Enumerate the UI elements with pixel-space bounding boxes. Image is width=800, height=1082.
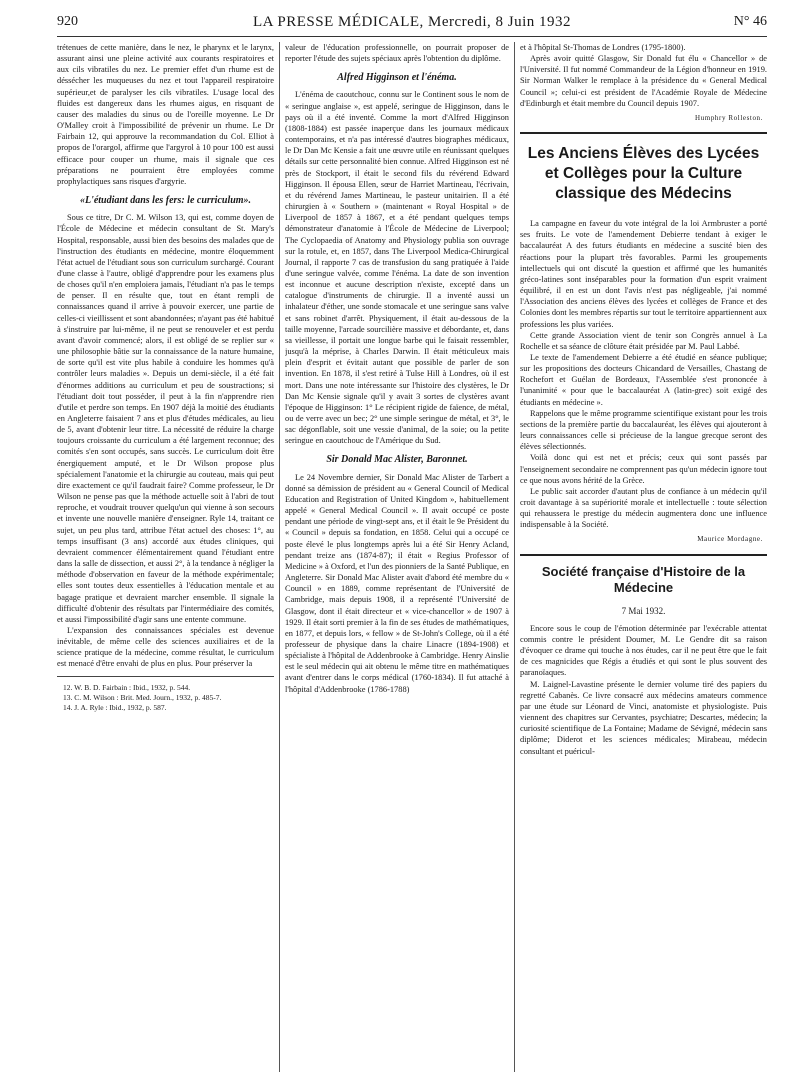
paragraph: valeur de l'éducation professionnelle, on pourrait proposer de reporter l'étude des sujets spéciaux après l'obtention du diplôme.	[285, 43, 509, 64]
paragraph: Voilà donc qui est net et précis; ceux qui sont passés par l'enseignement secondaire ne comprennent pas qu'un médecin ignore tout ce que nous avons hérité de la Grèce.	[520, 453, 767, 485]
paragraph: et à l'hôpital St-Thomas de Londres (1795-1800).	[520, 43, 686, 52]
section-divider	[520, 554, 767, 556]
page-number: 920	[57, 14, 78, 29]
paragraph: Le texte de l'amendement Debierre a été étudié en séance publique; sur les propositions des docteurs Chicandard de Versailles, Chastang de Rochefort et Guélan de Bordeaux, l'Assemblée s'est prononcée à l'unanimité « pour que le baccalauréat A (latin-grec) soit exigé des étudiants en médecine ».	[520, 352, 767, 407]
footnote-divider	[57, 676, 274, 677]
column-2	[285, 42, 509, 1072]
paragraph: L'expansion des connaissances spéciales est devenue inévitable, de même celle des sciences auxiliaires et de la science pratique de la médecine, comme résultat, le curriculum est menacé d'être envahi de plus en plus. Pour préserver la	[57, 625, 274, 669]
paragraph: Cette grande Association vient de tenir son Congrès annuel à La Rochelle et sa séance de clôture était présidée par M. Paul Labbé.	[520, 330, 767, 351]
paragraph: M. Laignel-Lavastine présente le dernier volume tiré des papiers du regretté Cabanès. Ce livre consacré aux médecins amateurs commence par une étude sur Léonard de Vinci, anatomiste et physiologiste. Puis viennent des chapitres sur Cervantes, psychiatre; Descartes, médecin; la curiosité scientifique de La Fontaine; Madame de Sévigné, médecin sans diplôme; Diderot et les sciences médicales; Mirabeau, médecin consultant et puéricul-	[520, 679, 767, 756]
article-heading: Les Anciens Élèves des Lycées et Collèges pour la Culture classique des Médecins	[527, 145, 760, 203]
section-subtitle: «L'étudiant dans les fers: le curriculum».	[79, 195, 252, 207]
author-signature: Maurice Mordagne.	[697, 535, 763, 544]
footnote: 12. W. B. D. Fairbain : Ibid., 1932, p. 544.	[63, 682, 191, 692]
column-divider	[514, 42, 515, 1072]
paragraph: Le 24 Novembre dernier, Sir Donald Mac Alister de Tarbert a donné sa démission de président au « General Council of Medical Education and Registration of United Kingdom », habituellement appelé « General Medical Council ». Il avait occupé ce poste pendant une période de vingt-sept ans, et il était le 9e Président du « Council » depuis sa fondation, en 1858. Celui qui a occupé ce poste élevé le plus longtemps après lui a été Sir Henry Acland, pendant treize ans (1874-87); il était « Regius Professor of Medicine » à Oxford, et l'un des pionniers de la Santé Publique, en Angleterre. Sir Donald Mac Alister avait d'abord été membre du « Council » en 1889, comme représentant de l'Université de Cambridge, mais depuis 1908, il a représenté l'Université de Glasgow, dont il était directeur et « vice-chancellor » de 1907 à 1929. Il était sorti premier à la fin de ses études de mathématiques, en 1877, et depuis lors, « fellow » de St-John's College, où il a été professeur de physique dans la chaire Linacre (1894-1908) et spécialiste à l'hôpital de Addenbrooke à Cambridge. Henry Ainslie est le seul médecin qui ait obtenu le même titre en mathématiques avant d'entrer dans le corps médical (1760-1834). Il fut attaché à l'hôpital d'Addenbrooke (1786-1788)	[285, 472, 509, 694]
column-divider	[279, 42, 280, 1072]
paragraph: La campagne en faveur du vote intégral de la loi Armbruster a porté ses fruits. Le vote de l'amendement Debierre tendant à exiger le baccalauréat A des futurs étudiants en médecine a suscité bien des réactions pour la plupart très favorables. Parmi les groupements intellectuels qui ont discuté la question et affirmé que les humanités gréco-latines sont inséparables pour la formation d'un esprit vraiment équilibré, il en est un dont l'avis n'est pas négligeable, j'ai nommé l'Association des anciens élèves des lycées et collèges de France et des Colonies dont les membres répartis sur tout le territoire appartiennent aux professions les plus variées.	[520, 219, 767, 329]
page-header	[57, 12, 767, 37]
section-subtitle: Alfred Higginson et l'énéma.	[337, 72, 457, 84]
paragraph: Après avoir quitté Glasgow, Sir Donald fut élu « Chancellor » de l'Université. Il fut nommé Commandeur de la Légion d'honneur en 1919. Sir Norman Walker le remplace à la présidence du « General Medical Council »; celui-ci est président de l'Académie Royale de Médecine d'Edinburgh et était membre du Council depuis 1907.	[520, 54, 767, 108]
paragraph: Rappelons que le même programme scientifique existant pour les trois sections de la première partie du baccalauréat, les élèves qui ajouteront à leurs connaissances celle si précieuse de la langue grecque seront des élèves sélectionnés.	[520, 408, 767, 452]
paragraph: Encore sous le coup de l'émotion déterminée par l'exécrable attentat commis contre le président Doumer, M. Le Gendre dit sa raison d'évoquer ce drame qui touche à nos études, car il ne peut être que le fait de ces magnicides que Régis a étudiés et qui sont le plus souvent des paranoïaques.	[520, 623, 767, 678]
author-signature: Humphry Rolleston.	[695, 113, 763, 122]
footnote: 13. C. M. Wilson : Brit. Med. Journ., 1932, p. 485-7.	[63, 692, 222, 702]
journal-title: LA PRESSE MÉDICALE, Mercredi, 8 Juin 1932	[253, 14, 571, 30]
paragraph: Sous ce titre, Dr C. M. Wilson 13, qui est, comme doyen de l'École de Médecine et médecin consultant de St. Mary's Hospital, responsable, aussi bien des besoins des malades que de l'instruction des étudiants en médecine, montre éloquemment l'état actuel de l'étudiant sous son curriculum surchargé. Courant d'une classe à l'autre, obligé d'apprendre pour les examens plus de choses qu'il n'en emploiera jamais, l'étudiant n'a pas le temps de penser. Il en résulte que, tout en étant rempli de connaissances quand il arrive à pouvoir exercer, une partie de celles-ci vieillissent et sont abandonnées; n'ayant pas été habitué à s'instruire par lui-même, il ne peut se renouveler et est perdu avant d'avoir commencé; alors, il est obligé de se replier sur « une philosophie bâtie sur la connaissance de la nature humaine, de sorte qu'il est vite plus habile à conduire les hommes qu'à contrôler leurs maladies ». Depuis un demi-siècle, il a été fait d'énormes additions au curriculum et peu de soustractions; si l'étudiant doit tout posséder, il peut à la fin n'apprendre rien d'utile et perdre son temps. En 1907 déjà la moitié des étudiants en Angleterre faisaient 7 ans et plus d'études médicales, au lieu de 5, avant d'obtenir leur titre. La nécessité de réduire la charge toujours croissante du curriculum a été largement reconnue; des comités s'en sont occupés, sans succès. Le curriculum doit être énergiquement amputé, et le Dr Wilson propose plus spécialement l'anatomie et la chirurgie au couteau, mais qui peut dire exactement ce qu'il faudrait faire? Comme professeur, le Dr Wilson ne pense pas que la méthode actuelle soit à l'abri de tout reproche, et voudrait trouver quelqu'un qui vienne à son secours et invente une nouvelle manière d'enseigner. Ryle 14, traitant ce sujet, un peu plus tard, attribue l'état actuel des choses: 1°, au temps insuffisant (3 ans) accordé aux études cliniques, qui devraient commencer élémentairement quand l'étudiant entre dans la salle de dissection, et aussi 2°, à la tendance à négliger la méthode d'observation en faveur de la méthode expérimentale; elles sont toutes deux essentielles à l'éducation mentale et au bagage pratique et devraient marcher ensemble. Il signale la difficulté d'obtenir des résultats par l'intermédiaire des comités, et aussi l'impossibilité d'agir sans une entente commune.	[57, 213, 274, 624]
paragraph: Le public sait accorder d'autant plus de confiance à un médecin qu'il croit davantage à sa supériorité morale et intellectuelle : toute sélection qui rehaussera le prestige du médecin augmentera donc une influence indispensable à la Société.	[520, 486, 767, 530]
paragraph: trétenues de cette manière, dans le nez, le pharynx et le larynx, assurant ainsi une pleine activité aux courants respiratoires et aux cils vibratiles du nez. Le premier effet d'un rhume est de déssécher les muqueuses du nez et tout l'appareil respiratoire supérieur,et de paralyser les cils vibratiles. L'usage local des fluides est dangereux dans les rhumes aigus, en risquant de causer des maladies du sinus ou de l'oreille moyenne. Le Dr O'Malley croit à l'impossibilité de prévenir un rhume. Le Dr Fairbain 12, qui approuve la recommandation du Col. Elliot à propos de l'orargol, affirme que l'argyrol à 10 pour 100 est aussi efficace pour couper un rhume, mais il signale que ces préparations ne pourraient être employées comme prophylactiques sans risques d'argyrie.	[57, 43, 274, 186]
footnote: 14. J. A. Ryle : Ibid., 1932, p. 587.	[63, 702, 167, 712]
issue-number: N° 46	[733, 14, 767, 29]
column-1	[57, 42, 274, 1072]
footnotes	[57, 683, 274, 713]
paragraph: L'énéma de caoutchouc, connu sur le Continent sous le nom de « seringue anglaise », est appelé, seringue de Higginson, dans le pays où il a été inventé. Comme la mort d'Alfred Higginson (1808-1884) est passée inaperçue dans les journaux médicaux contemporains, et n'a pas intéressé d'autres biographes médicaux, le Dr Dan Mc Kensie a fait une œuvre utile en réunissant quelques détails sur cette personnalité bien connue. Alfred Higginson est né près de Stockport, il était le second fils du révérend Edward Higginson. Il épousa Ellen, sœur de Harriet Martineau, l'écrivain, et du révérend James Martineau, le pasteur unitairien. Il a été chirurgien à « Southern » (maintenant « Royal Hospital » de Liverpool de 1857 à 1867, et a été pendant quelques temps démonstrateur d'anatomie à l'École de Médecine de Liverpool; The Cyclopaedia of Anatomy and Physiology publia son ouvrage sur la rotule, et, en 1857, dans The Liverpool Medica-Chirurgical Journal, il rapporte 7 cas de transfusion du sang pratiquée à l'aide d'une seringue valvée, comme l'énéma. La date de son invention est inconnue et aucune description n'existe, excepté dans un catalogue d'instruments de chirurgie. Il a inventé aussi un inhalateur d'éther, une sonde stomacale et une seringue sans valve et sans robinet d'arrêt. Physiquement, il était au-dessous de la taille moyenne, l'arcade sourcilière massive et débordante, et, dans sa vieillesse, il portait une longue barbe qui le faisait ressembler, jusqu'à la méprise, à Charles Darwin. Il était méticuleux mais plein d'esprit et évitait autant que possible de parler de son invention. En 1878, il s'est retiré à Tulse Hill à Londres, où il est mort. Dans une note intéressante sur l'histoire des clystères, le Dr Dan Mc Kensie signale qu'il y avait 3 sortes de clystères avant l'époque de Higginson: 1° Le récipient rigide de faïence, de métal, ou de verre avec un bec; 2° une simple seringue de métal, et 3°, le sac dégonflable, soit une vessie d'animal, de la soie; ou la petite seringue en caoutchouc de l'Amérique du Sud.	[285, 90, 509, 446]
section-subtitle: Sir Donald Mac Alister, Baronnet.	[326, 454, 468, 466]
meeting-date: 7 Mai 1932.	[621, 605, 666, 616]
column-3	[520, 42, 767, 1072]
society-heading: Société française d'Histoire de la Médecine	[541, 563, 746, 595]
section-divider	[520, 132, 767, 134]
